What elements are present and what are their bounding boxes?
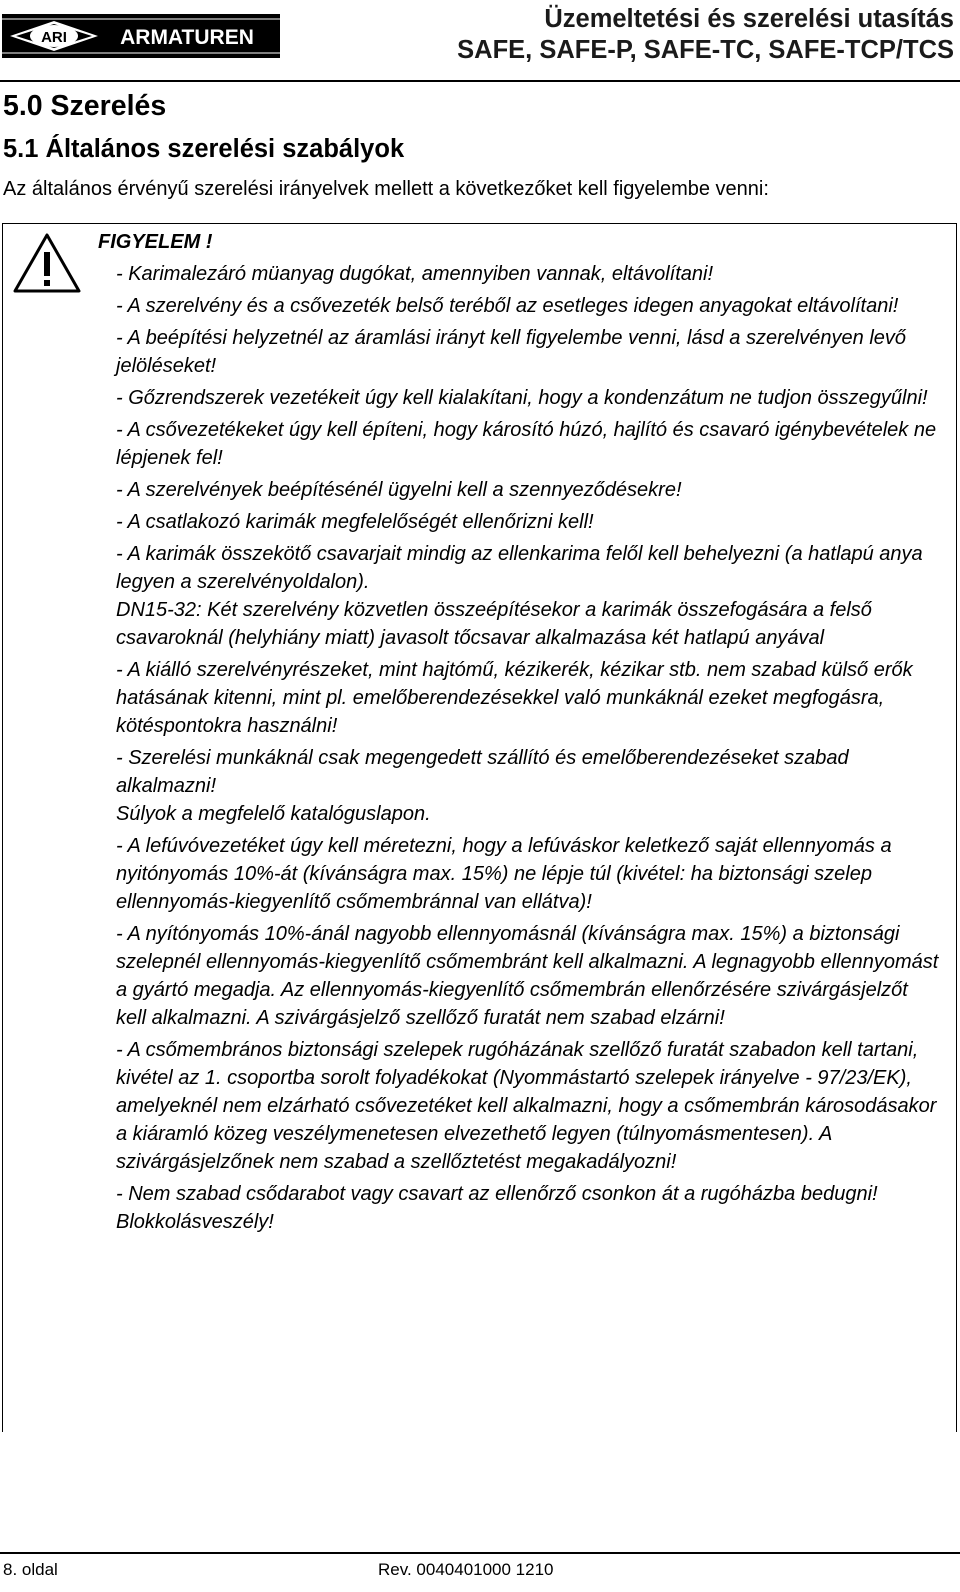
warning-item <box>98 744 940 828</box>
warning-item <box>98 508 940 536</box>
document-title <box>457 4 954 66</box>
warning-item-line: - Nem szabad csődarabot vagy csavart az ellenőrző csonkon át a rugóházba bedugni! Blokkolásveszély! <box>116 1183 878 1233</box>
page-number: 8. oldal <box>3 1560 58 1579</box>
warning-item-line: - A szerelvények beépítésénél ügyelni kell a szennyeződésekre! <box>116 479 682 501</box>
warning-item-line: - Karimalezáró müanyag dugókat, amennyiben vannak, eltávolítani! <box>116 263 714 285</box>
warning-item <box>98 416 940 472</box>
warning-list <box>98 260 940 1236</box>
warning-box <box>2 223 957 1432</box>
warning-item <box>98 1036 940 1176</box>
warning-item-line: DN15-32: Két szerelvény közvetlen összeépítésekor a karimák összefogására a felső csavaroknál (helyhiány miatt) javasolt tőcsavar alkalmazása két hatlapú anyával <box>116 599 872 649</box>
warning-item <box>98 656 940 740</box>
warning-content <box>98 228 940 1240</box>
warning-item <box>98 1180 940 1236</box>
warning-item-line: - A beépítési helyzetnél az áramlási irányt kell figyelembe venni, lásd a szerelvényen levő jelöléseket! <box>116 327 907 377</box>
logo-brand-text: ARMATUREN <box>120 26 254 49</box>
warning-item <box>98 324 940 380</box>
warning-item <box>98 476 940 504</box>
warning-item <box>98 260 940 288</box>
revision-number: Rev. 0040401000 1210 <box>378 1560 554 1579</box>
warning-item-line: - A csatlakozó karimák megfelelőségét ellenőrizni kell! <box>116 511 594 533</box>
warning-item <box>98 832 940 916</box>
logo-ari-text: ARI <box>41 29 67 46</box>
warning-item-line: - A karimák összekötő csavarjait mindig az ellenkarima felől kell behelyezni (a hatlapú anya legyen a szerelvényoldalon). <box>116 543 923 593</box>
warning-item-line: - Szerelési munkáknál csak megengedett szállító és emelőberendezéseket szabad alkalmazni! <box>116 747 849 797</box>
warning-item-line: - A nyítónyomás 10%-ánál nagyobb ellennyomásnál (kívánságra max. 15%) a biztonsági szelepnél ellennyomás-kiegyenlítő csőmembránt kell alkalmazni. A legnagyobb ellennyomást a gyártó megadja. Az ellennyomás-kiegyenlítő csőmembrán ellenőrzésére szivárgásjelzőt kell alkalmazni. A szivárgásjelző szellőző furatát nem szabad elzárni! <box>116 923 939 1029</box>
warning-title: FIGYELEM ! <box>98 231 213 253</box>
warning-item-line: - A csőmembrános biztonsági szelepek rugóházának szellőző furatát szabadon kell tartani, kivétel az 1. csoportba sorolt folyadékokat (Nyommástartó szelepek irányelve - 97/23/EK), amelyeknél nem elzárható csővezetéket kell alkalmazni, hogy a csőmembrán károsodásakor a kiáramló közeg veszélymenetesen elvezethető legyen (túlnyomásmentesen). A szivárgásjelzőnek nem szabad a szellőztetést megakadályozni! <box>116 1039 937 1173</box>
document-title-line1: Üzemeltetési és szerelési utasítás <box>544 5 954 33</box>
footer-divider <box>0 1552 960 1554</box>
warning-item-line: - Gőzrendszerek vezetékeit úgy kell kialakítani, hogy a kondenzátum ne tudjon összegyűlni! <box>116 387 928 409</box>
intro-text: Az általános érvényű szerelési irányelvek mellett a következőket kell figyelembe venni: <box>3 178 769 200</box>
header-divider <box>0 80 960 82</box>
warning-item-line: - A lefúvóvezetéket úgy kell méretezni, hogy a lefúváskor keletkező saját ellennyomás a nyitónyomás 10%-át (kívánságra max. 15%) ne lépje túl (kivétel: ha biztonsági szelep ellennyomás-kiegyenlítő csőmembránnal van ellátva)! <box>116 835 892 913</box>
ari-armaturen-logo <box>2 14 280 58</box>
warning-item <box>98 540 940 652</box>
warning-item-line: - A szerelvény és a csővezeték belső teréből az esetleges idegen anyagokat eltávolítani! <box>116 295 899 317</box>
warning-triangle-icon <box>12 232 82 294</box>
warning-item <box>98 292 940 320</box>
document-title-line2: SAFE, SAFE-P, SAFE-TC, SAFE-TCP/TCS <box>457 36 954 64</box>
warning-item <box>98 384 940 412</box>
warning-item-line: - A csővezetékeket úgy kell építeni, hogy károsító húzó, hajlító és csavaró igénybevételek ne lépjenek fel! <box>116 419 937 469</box>
subsection-heading: 5.1 Általános szerelési szabályok <box>3 135 405 163</box>
warning-item-line: Súlyok a megfelelő katalóguslapon. <box>116 803 431 825</box>
section-heading: 5.0 Szerelés <box>3 90 167 122</box>
warning-item <box>98 920 940 1032</box>
warning-item-line: - A kiálló szerelvényrészeket, mint hajtómű, kézikerék, kézikar stb. nem szabad külső erők hatásának kitenni, mint pl. emelőberendezésekkel való munkáknál ezeket megfogásra, kötéspontokra használni! <box>116 659 913 737</box>
